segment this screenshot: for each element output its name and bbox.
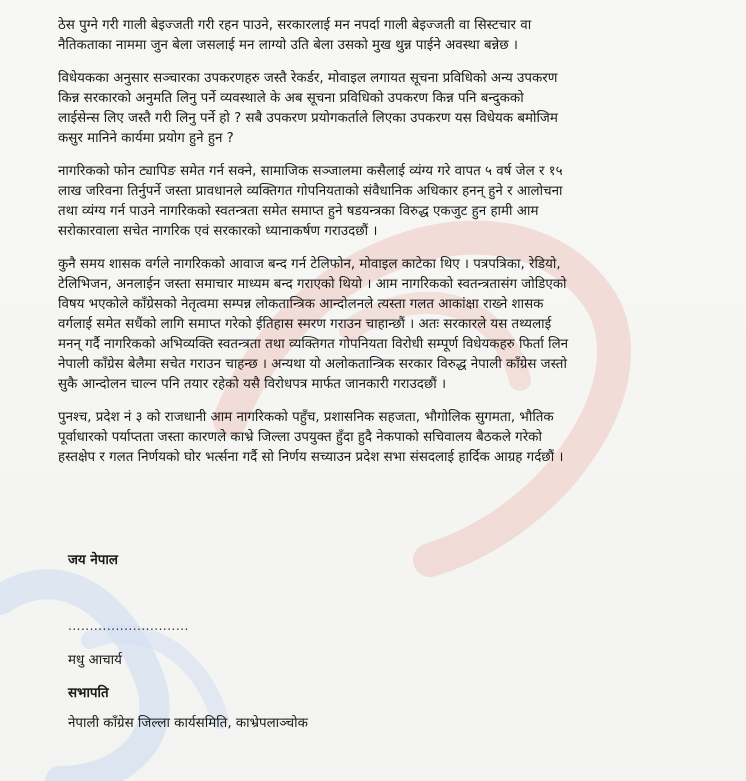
text-line: नागरिकको फोन ट्यापिङ समेत गर्न सक्ने, सामाजिक सञ्जालमा कसैलाई व्यंग्य गरे वापत ५ वर्ष जेल र १५ [58, 164, 563, 179]
text-line: टेलिभिजन, अनलाईन जस्ता समाचार माध्यम बन्द गराएको थियो । आम नागरिकको स्वतन्त्रतासंग जोडिएको [58, 277, 567, 292]
text-line: पुनश्च, प्रदेश नं ३ को राजधानी आम नागरिकको पहुँच, प्रशासनिक सहजता, भौगोलिक सुगमता, भौतिक [58, 410, 554, 425]
letter-body [58, 16, 718, 481]
text-line: वर्गलाई समेत सधैंको लागि समाप्त गरेको ईतिहास स्मरण गराउन चाहान्छौं । अतः सरकारले यस तथ्यलाई [58, 317, 552, 332]
text-line: विषय भएकोले काँग्रेसको नेतृत्वमा सम्पन्न लोकतान्त्रिक आन्दोलनले त्यस्ता गलत आकांक्षा राख्ने शासक [58, 297, 544, 312]
signature-line: ............................ [68, 619, 189, 633]
paragraph-4 [58, 255, 718, 395]
text-line: लाख जरिवना तिर्नुपर्ने जस्ता प्रावधानले व्यक्तिगत गोपनियताको संवैधानिक अधिकार हनन् हुने र आलोचना [58, 184, 563, 199]
text-line: नेपाली काँग्रेस बेलैमा सचेत गराउन चाहन्छ । अन्यथा यो अलोकतान्त्रिक सरकार विरुद्ध नेपाली काँग्रेस जस्तो [58, 357, 567, 372]
closing-salutation: जय नेपाल [68, 553, 118, 568]
signatory-name: मधु आचार्य [68, 653, 122, 668]
paragraph-2 [58, 69, 718, 149]
text-line: विधेयकका अनुसार सञ्चारका उपकरणहरु जस्तै रेकर्डर, मोवाइल लगायत सूचना प्रविधिको अन्य उपकरण [58, 71, 558, 86]
text-line: लाईसेन्स लिए जस्तै गरी लिनु पर्ने हो ? सबै उपकरण प्रयोगकर्ताले लिएका उपकरण यस विधेयक बमोजिम [58, 111, 558, 126]
text-line: सुकै आन्दोलन चाल्न पनि तयार रहेको यसै विरोधपत्र मार्फत जानकारी गराउदछौं । [58, 377, 447, 392]
text-line: ठेस पुग्ने गरी गाली बेइज्जती गरी रहन पाउने, सरकारलाई मन नपर्दा गाली बेइज्जती वा सिस्टचार वा [58, 18, 532, 33]
text-line: पूर्वाधारको पर्याप्तता जस्ता कारणले काभ्रे जिल्ला उपयुक्त हुँदा हुदै नेकपाको सचिवालय बैठकले गरेको [58, 430, 542, 445]
text-line: हस्तक्षेप र गलत निर्णयको घोर भर्त्सना गर्दै सो निर्णय सच्याउन प्रदेश सभा संसदलाई हार्दिक आग्रह गर्दछौं । [58, 450, 564, 465]
text-line: तथा व्यंग्य गर्न पाउने नागरिकको स्वतन्त्रता समेत समाप्त हुने षडयन्त्रका विरुद्ध एकजुट हुन हामी आम [58, 204, 539, 219]
text-line: कुनै समय शासक वर्गले नागरिकको आवाज बन्द गर्न टेलिफोन, मोवाइल काटेका थिए । पत्रपत्रिका, रेडियो, [58, 257, 561, 272]
text-line: नैतिकताका नाममा जुन बेला जसलाई मन लाग्यो उति बेला उसको मुख थुन्न पाईने अवस्था बन्नेछ । [58, 38, 518, 53]
text-line: किन्न सरकारको अनुमति लिनु पर्ने व्यवस्थाले के अब सूचना प्रविधिको उपकरण किन्न पनि बन्दुकको [58, 91, 524, 106]
text-line: सरोकारवाला सचेत नागरिक एवं सरकारको ध्यानाकर्षण गराउदछौं । [58, 224, 378, 239]
paragraph-3 [58, 162, 718, 242]
paragraph-5 [58, 408, 718, 468]
text-line: कसुर मानिने कार्यमा प्रयोग हुने हुन ? [58, 131, 234, 146]
signatory-title: सभापति [68, 686, 109, 701]
signatory-organization: नेपाली काँग्रेस जिल्ला कार्यसमिति, काभ्रेपलाञ्चोक [68, 716, 308, 731]
paragraph-1 [58, 16, 718, 56]
text-line: मनन् गर्दै नागरिकको अभिव्यक्ति स्वतन्त्रता तथा व्यक्तिगत गोपनियता विरोधी सम्पूर्ण विधेयकहरु फिर्ता लिन [58, 337, 569, 352]
